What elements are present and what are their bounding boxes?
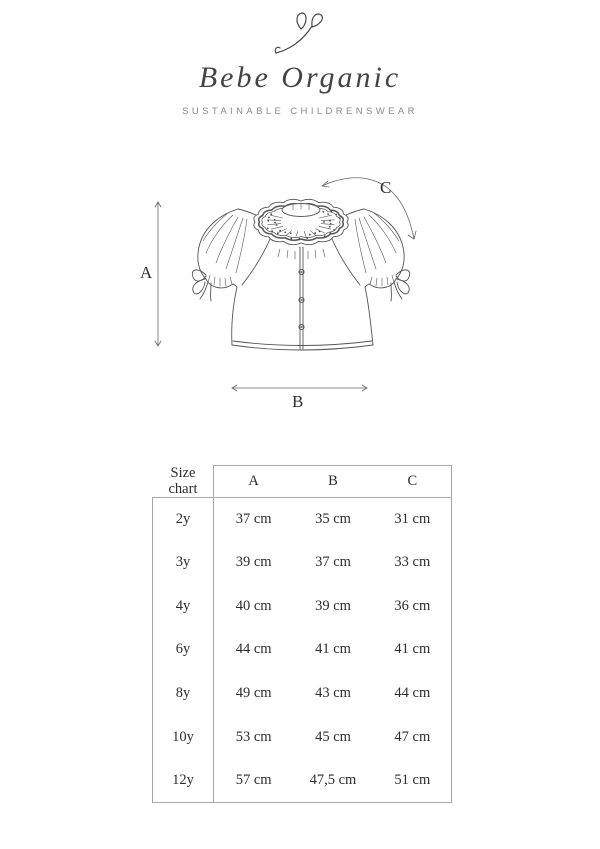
- value-c: 51 cm: [394, 772, 431, 789]
- row-label: 6y: [175, 641, 191, 658]
- row-label: 4y: [175, 597, 191, 614]
- value-b: 35 cm: [315, 510, 351, 527]
- size-chart-table: [152, 465, 452, 803]
- leaf-sprig-icon: [272, 11, 328, 57]
- row-label: 12y: [172, 772, 194, 789]
- value-a: 44 cm: [235, 641, 272, 658]
- garment-sketch: [120, 155, 480, 415]
- row-label: 2y: [175, 510, 191, 527]
- size-chart-title: Size chart: [168, 464, 198, 497]
- value-c: 36 cm: [394, 597, 431, 614]
- value-a: 53 cm: [235, 728, 272, 745]
- value-c: 44 cm: [394, 684, 431, 701]
- value-a: 39 cm: [235, 554, 272, 571]
- column-header-b: B: [328, 472, 338, 489]
- value-b: 47,5 cm: [309, 772, 357, 789]
- value-b: 39 cm: [315, 597, 351, 614]
- row-label: 10y: [172, 728, 194, 745]
- left-puff-sleeve: [192, 209, 256, 301]
- value-c: 41 cm: [394, 641, 431, 658]
- value-b: 37 cm: [315, 554, 351, 571]
- value-a: 49 cm: [235, 684, 272, 701]
- right-puff-sleeve: [346, 209, 410, 301]
- measure-label-c: C: [380, 178, 392, 197]
- value-a: 40 cm: [235, 597, 272, 614]
- value-a: 57 cm: [235, 772, 272, 789]
- button-dots: [301, 271, 303, 328]
- brand-tagline: SUSTAINABLE CHILDRENSWEAR: [182, 106, 418, 117]
- value-c: 33 cm: [394, 554, 431, 571]
- size-chart-grid: [152, 465, 452, 802]
- value-a: 37 cm: [235, 510, 272, 527]
- measure-label-a: A: [140, 263, 153, 282]
- value-b: 45 cm: [315, 728, 351, 745]
- value-b: 43 cm: [315, 684, 351, 701]
- value-b: 41 cm: [315, 641, 351, 658]
- column-header-c: C: [407, 472, 418, 489]
- blouse-body: [232, 239, 373, 350]
- value-c: 47 cm: [394, 728, 431, 745]
- column-header-a: A: [248, 472, 259, 489]
- brand-name: Bebe Organic: [198, 61, 402, 94]
- row-label: 3y: [175, 554, 191, 571]
- table-border-bottom: [152, 802, 452, 803]
- row-label: 8y: [175, 684, 191, 701]
- measure-label-b: B: [292, 392, 304, 411]
- value-c: 31 cm: [394, 510, 431, 527]
